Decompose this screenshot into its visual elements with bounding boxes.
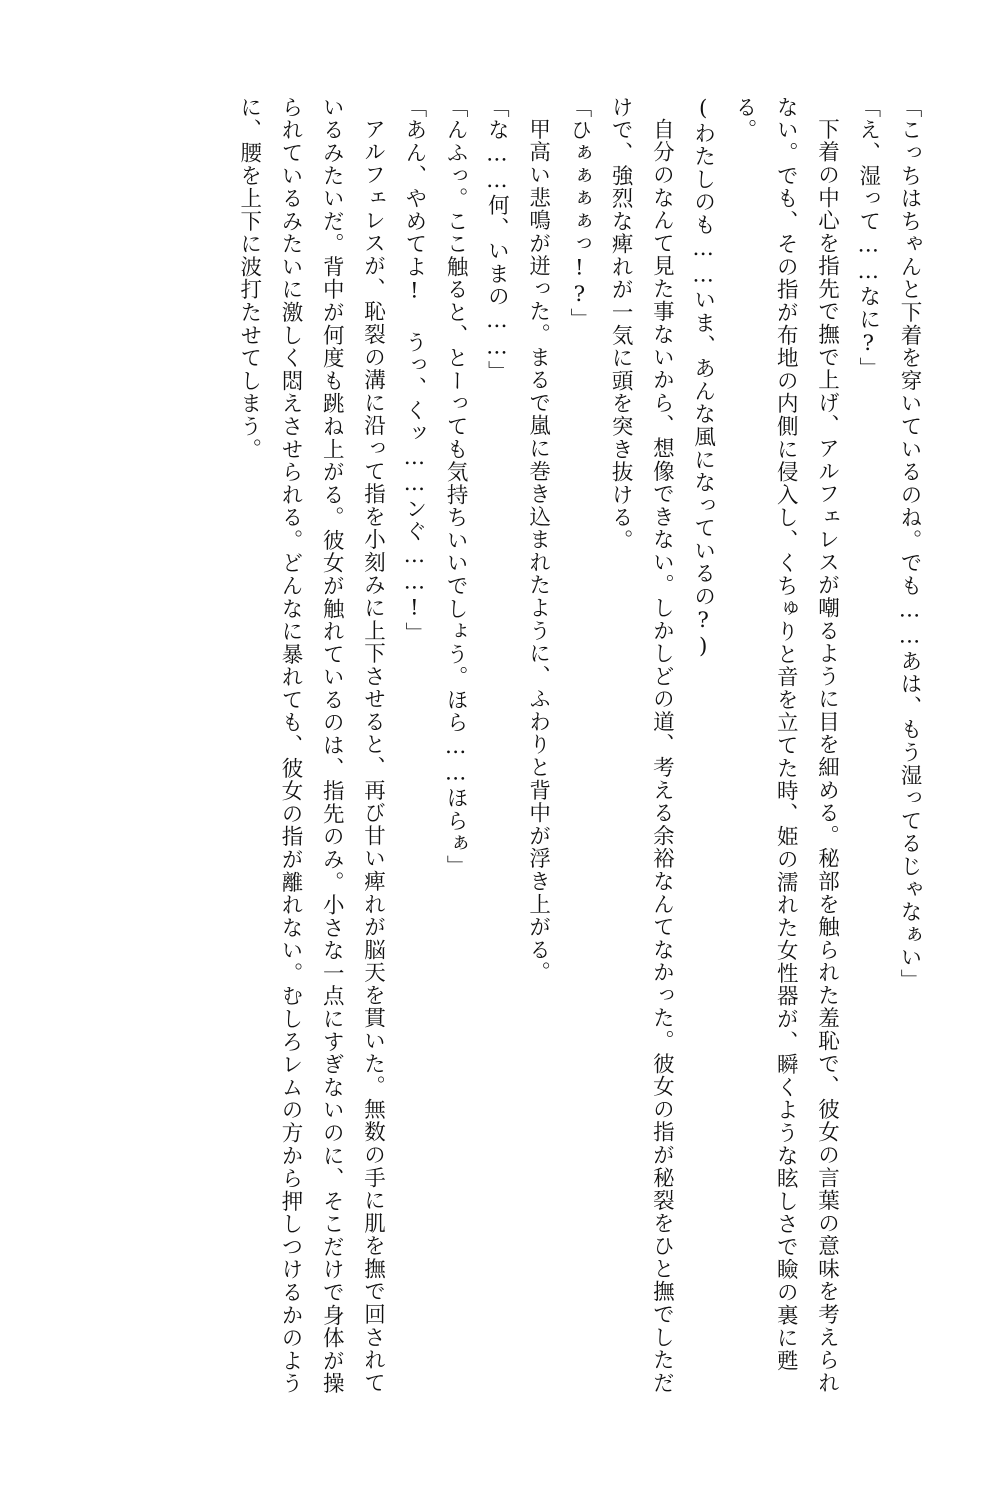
paragraph-2: 「え、湿って……なに?」: [855, 96, 881, 380]
paragraph-9: 「んふっ。ここ触ると、とーっても気持ちいいでしょう。ほら……ほらぁ」: [443, 96, 469, 878]
paragraph-7: 甲高い悲鳴が迸った。まるで嵐に巻き込まれたように、ふわりと背中が浮き上がる。: [525, 117, 551, 984]
vertical-text-body: [70, 96, 930, 1404]
paragraph-5: 自分のなんて見た事ないから、想像できない。しかしどの道、考える余裕なんてなかった。彼女の指が秘裂をひと撫でしただけで、強烈な痺れが一気に頭を突き抜ける。: [608, 96, 675, 1394]
paragraph-10: 「あん、やめてよ! うっ、くッ……ンぐ……!」: [401, 96, 427, 645]
paragraph-11: アルフェレスが、恥裂の溝に沿って指を小刻みに上下させると、再び甘い痺れが脳天を貫いた。無数の手に肌を撫で回されているみたいだ。背中が何度も跳ね上がる。彼女が触れているのは、指先のみ。小さな一点にすぎないのに、そこだけで身体が操られているみたいに激しく悶えさせられる。どんなに暴れても、彼女の指が離れない。むしろレムの方から押しつけるかのように、腰を上下に波打たせてしまう。: [236, 96, 386, 1396]
paragraph-4: (わたしのも……いま、あんな風になっているの?): [690, 96, 716, 661]
paragraph-6: 「ひぁぁぁぁっ!?」: [566, 96, 592, 331]
paragraph-8: 「な……何、いまの……」: [484, 96, 510, 384]
paragraph-3: 下着の中心を指先で撫で上げ、アルフェレスが嘲るように目を細める。秘部を触られた羞恥で、彼女の言葉の意味を考えられない。でも、その指が布地の内側に侵入し、くちゅりと音を立てた時、姫の濡れた女性器が、瞬くような眩しさで瞼の裏に甦る。: [731, 96, 840, 1394]
paragraph-1: 「こっちはちゃんと下着を穿いているのね。でも……あは、もう湿ってるじゃなぁい」: [897, 96, 922, 992]
